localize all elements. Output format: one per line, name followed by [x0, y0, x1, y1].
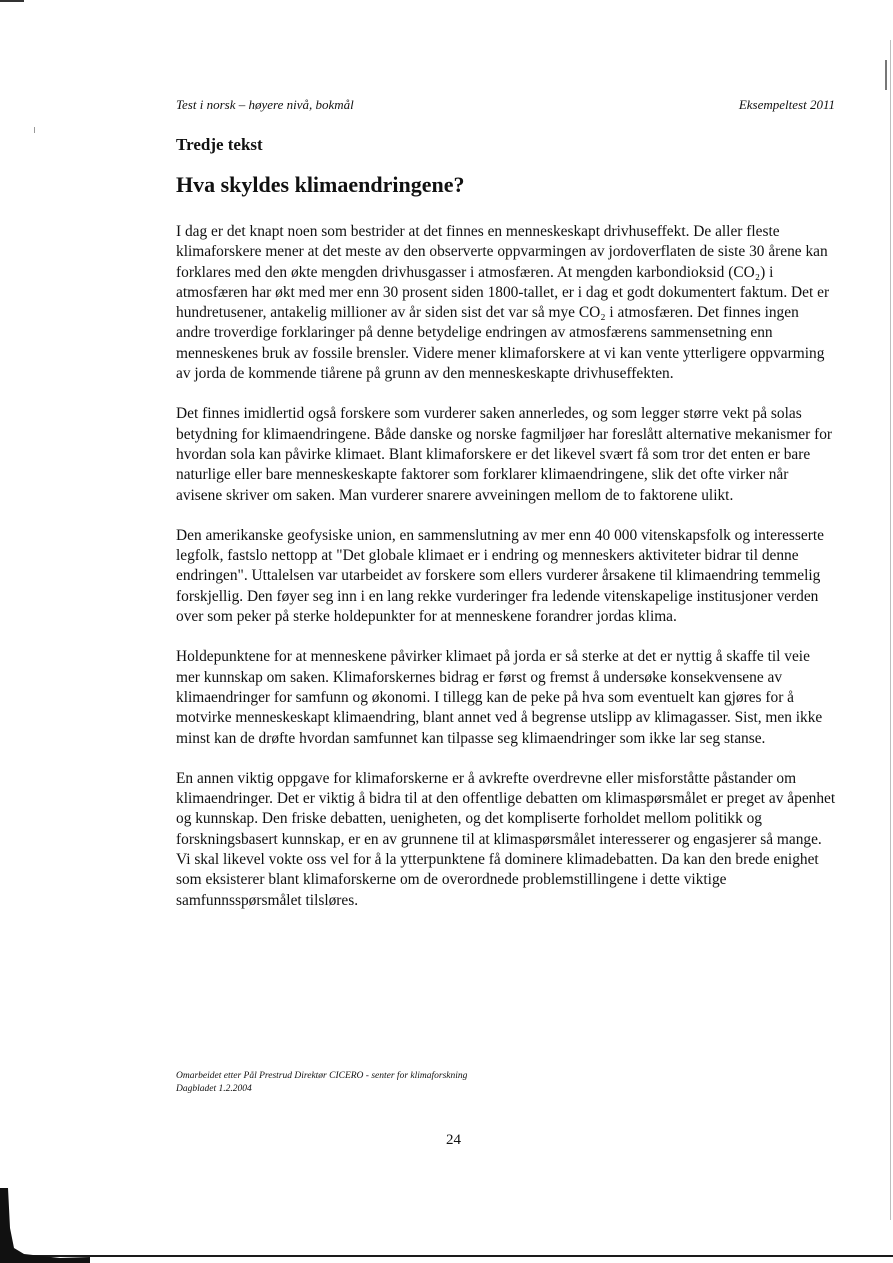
scan-speck [885, 60, 887, 90]
scan-corner-mark [0, 1188, 90, 1263]
article-body [176, 222, 836, 931]
article-title: Hva skyldes klimaendringene? [176, 172, 465, 197]
section-label: Tredje tekst [176, 135, 263, 154]
scan-edge-line [890, 40, 891, 1220]
paragraph-5: En annen viktig oppgave for klimaforskerne er å avkrefte overdrevne eller misforståtte påstander om klimaendringer. Det er viktig å bidra til at den offentlige debatten om klimaspørsmålet er preget av åpenhet og kunnskap. Den friske debatten, uenigheten, og det kompliserte forholdet mellom politikk og forskningsbasert kunnskap, er en av grunnene til at klimaspørsmålet interesserer og engasjerer så mange. Vi skal likevel vokte oss vel for å la ytterpunktene få dominere klimadebatten. Da kan den brede enighet som eksisterer blant klimaforskerne om de overordnede problemstillingene i dette viktige samfunnsspørsmålet tilsløres. [176, 769, 836, 909]
paragraph-1: I dag er det knapt noen som bestrider at det finnes en menneskeskapt drivhuseffekt. De aller fleste klimaforskere mener at det meste av den observerte oppvarmingen av jordoverflaten de siste 30 årene kan forklares med den økte mengden drivhusgasser i atmosfæren. At mengden karbondioksid (CO₂) i atmosfæren har økt med mer enn 30 prosent siden 1800-tallet, er i dag et godt dokumentert faktum. Det er hundretusener, antakelig millioner av år siden sist det var så mye CO₂ i atmosfæren. Det finnes ingen andre troverdige forklaringer på denne betydelige endringen av atmosfærens sammensetning enn menneskenes bruk av fossile brensler. Videre mener klimaforskere at vi kan vente ytterligere oppvarming av jorda de kommende tiårene på grunn av den menneskeskapte drivhuseffekten. [176, 223, 830, 383]
page-number: 24 [446, 1132, 461, 1148]
source-line-author: Omarbeidet etter Pål Prestrud Direktør CICERO - senter for klimaforskning [176, 1071, 468, 1081]
paragraph-4: Holdepunktene for at menneskene påvirker klimaet på jorda er så sterke at det er nyttig å skaffe til veie mer kunnskap om saken. Klimaforskernes bidrag er først og fremst å undersøke konsekvensene av klimaendringer for samfunn og økonomi. I tillegg kan de peke på hva som eventuelt kan gjøres for å motvirke menneskeskapt klimaendring, blant annet ved å begrense utslipp av klimagasser. Sist, men ikke minst kan de drøfte hvordan samfunnet kan tilpasse seg klimaendringer som ikke lar seg stanse. [176, 648, 823, 747]
paragraph-3: Den amerikanske geofysiske union, en sammenslutning av mer enn 40 000 vitenskapsfolk og interesserte legfolk, fastslo nettopp at "Det globale klimaet er i endring og menneskers aktiviteter bidrar til denne endringen". Uttalelsen var utarbeidet av forskere som ellers vurderer årsakene til klimaendring temmelig forskjellig. Den føyer seg inn i en lang rekke vurderinger fra ledende vitenskapelige institusjoner verden over som peker på sterke holdepunkter for at menneskene forandrer jordas klima. [176, 526, 824, 626]
paragraph-2: Det finnes imidlertid også forskere som vurderer saken annerledes, og som legger større vekt på solas betydning for klimaendringene. Både danske og norske fagmiljøer har foreslått alternative mekanismer for hvordan sola kan påvirke klimaet. Blant klimaforskere er det likevel svært få som tror det enten er bare naturlige eller bare menneskeskapte faktorer som forklarer klimaendringene, slik det ofte virker når avisene skriver om saken. Man vurderer snarere avveiningen mellom de to faktorene ulikt. [176, 405, 833, 504]
scan-bottom-line [0, 1255, 893, 1257]
header-test-year: Eksempeltest 2011 [738, 97, 835, 112]
scan-speck [34, 127, 35, 133]
source-citation [176, 1070, 467, 1096]
header-test-title: Test i norsk – høyere nivå, bokmål [176, 97, 354, 112]
source-line-publication: Dagbladet 1.2.2004 [176, 1084, 252, 1094]
scan-speck [0, 0, 24, 2]
